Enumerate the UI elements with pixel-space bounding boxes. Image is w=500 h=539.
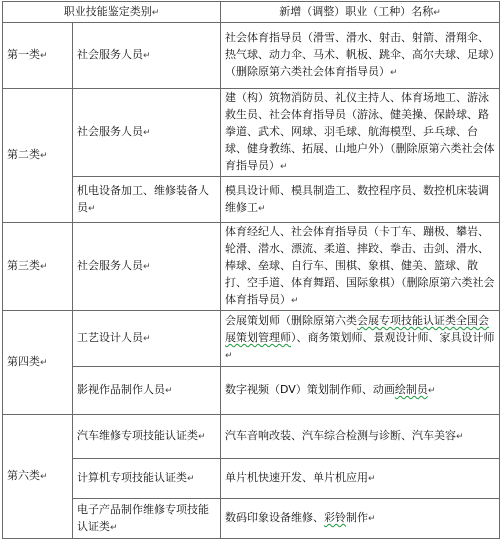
class-label: 第二类	[7, 148, 40, 161]
occupation-text: 数字视频（DV）策划制作师、动画	[225, 383, 395, 396]
spellcheck-marked-text: 会展专项技能认证类全国会展策划管理师	[225, 314, 490, 344]
cell-end-mark: ↵	[390, 68, 398, 78]
group-cell	[73, 89, 221, 177]
table-row	[3, 89, 500, 177]
group-label: 汽车维修专项技能认证类	[77, 429, 198, 442]
group-label: 社会服务人员	[77, 125, 143, 138]
cell-end-mark: ↵	[368, 514, 376, 524]
class-label: 第六类	[7, 469, 40, 482]
table-row	[3, 415, 500, 459]
occupation-text: 模具设计师、模具制造工、数控程序员、数控机床装调维修工	[225, 183, 490, 214]
occupation-cell	[221, 311, 500, 367]
group-label: 机电设备加工、维修装备人员	[77, 183, 209, 214]
class-label: 第四类	[7, 355, 40, 368]
group-label: 计算机专项技能认证类	[77, 471, 187, 484]
occupation-cell	[221, 223, 500, 311]
class-cell	[3, 23, 73, 89]
group-cell	[73, 415, 221, 459]
occupation-text: 制作	[346, 511, 369, 524]
group-label: 社会服务人员	[77, 48, 143, 61]
cell-end-mark: ↵	[198, 432, 206, 442]
cell-end-mark: ↵	[291, 296, 299, 306]
cell-end-mark: ↵	[280, 162, 288, 172]
occupation-cell	[221, 459, 500, 499]
cell-end-mark: ↵	[110, 522, 118, 533]
cell-end-mark: ↵	[187, 474, 195, 484]
cell-end-mark: ↵	[143, 128, 151, 138]
cell-end-mark: ↵	[143, 262, 151, 272]
occupation-text: 汽车音响改装、汽车综合检测与诊断、汽车美容	[225, 429, 457, 442]
table-row	[3, 459, 500, 499]
table-row	[3, 223, 500, 311]
spellcheck-marked-text: 彩铃	[324, 511, 347, 524]
table-row	[3, 23, 500, 89]
occupation-cell	[221, 89, 500, 177]
group-label: 工艺设计人员	[77, 331, 143, 344]
header-category-cell	[3, 2, 221, 23]
occupation-cell	[221, 415, 500, 459]
occupation-cell	[221, 367, 500, 415]
class-cell	[3, 311, 73, 415]
occupation-text: 数码印象设备维修、	[225, 511, 325, 524]
cell-end-mark: ↵	[368, 474, 376, 484]
header-row	[3, 2, 500, 23]
cell-end-mark: ↵	[456, 432, 464, 442]
occupation-text: 会展策划师（删除原第六类	[225, 314, 358, 327]
cell-end-mark: ↵	[433, 7, 441, 18]
cell-end-mark: ↵	[40, 262, 48, 272]
header-occupation: 新增（调整）职业（工种）名称	[279, 4, 434, 18]
spellcheck-marked-text: 绘制员	[394, 383, 428, 396]
group-cell	[73, 23, 221, 89]
class-label: 第一类	[7, 48, 40, 61]
cell-end-mark: ↵	[143, 51, 151, 61]
occupation-text: 体育经纪人、社会体育指导员（卡丁车、蹦极、攀岩、轮滑、潜水、漂流、柔道、摔跤、拳击、击剑、滑水、棒球、垒球、自行车、围棋、象棋、健美、篮球、散打、空手道、体育舞蹈、国际象棋）（删除原第六类社会体育指导员）	[225, 225, 495, 306]
cell-end-mark: ↵	[165, 386, 173, 396]
occupation-cell	[221, 499, 500, 539]
cell-end-mark: ↵	[151, 7, 160, 18]
class-cell	[3, 89, 73, 223]
cell-end-mark: ↵	[143, 334, 151, 344]
class-cell	[3, 223, 73, 311]
group-cell	[73, 177, 221, 223]
table-row	[3, 311, 500, 367]
class-cell	[3, 415, 73, 539]
table-row	[3, 177, 500, 223]
occupation-cell	[221, 23, 500, 89]
occupation-cell	[221, 177, 500, 223]
document-page	[2, 1, 499, 535]
group-label: 社会服务人员	[77, 259, 143, 272]
header-occupation-cell	[221, 2, 500, 23]
cell-end-mark: ↵	[88, 203, 96, 214]
group-cell	[73, 311, 221, 367]
group-cell	[73, 459, 221, 499]
group-cell	[73, 223, 221, 311]
cell-end-mark: ↵	[40, 51, 48, 61]
cell-end-mark: ↵	[40, 151, 48, 161]
occupation-text: ）、商务策划师、景观设计师、家具设计师	[291, 331, 495, 344]
table-row	[3, 367, 500, 415]
cell-end-mark: ↵	[40, 472, 48, 482]
header-category: 职业技能鉴定类别	[63, 4, 152, 18]
table-row	[3, 499, 500, 539]
occupation-table	[2, 1, 500, 539]
group-cell	[73, 367, 221, 415]
occupation-text: 建（构）筑物消防员、礼仪主持人、体育场地工、游泳救生员、社会体育指导员（游泳、健美操、保龄球、路拳道、武术、网球、羽毛球、航海模型、乒乓球、台球、健身教练、拓展、山地户外）（删除原第六类社会体育指导员）	[225, 91, 495, 172]
occupation-text: 单片机快速开发、单片机应用	[225, 471, 369, 484]
group-cell	[73, 499, 221, 539]
cell-end-mark: ↵	[258, 203, 266, 214]
cell-end-mark: ↵	[40, 358, 48, 368]
group-label: 影视作品制作人员	[77, 383, 165, 396]
cell-end-mark: ↵	[225, 351, 233, 361]
group-label: 电子产品制作维修专项技能认证类	[77, 502, 209, 533]
occupation-text: 社会体育指导员（滑雪、滑水、射击、射箭、滑翔伞、热气球、动力伞、马术、帆板、跳伞、高尔夫球、足球）（删除原第六类社会体育指导员）	[225, 31, 495, 78]
cell-end-mark: ↵	[427, 386, 436, 396]
class-label: 第三类	[7, 259, 40, 272]
